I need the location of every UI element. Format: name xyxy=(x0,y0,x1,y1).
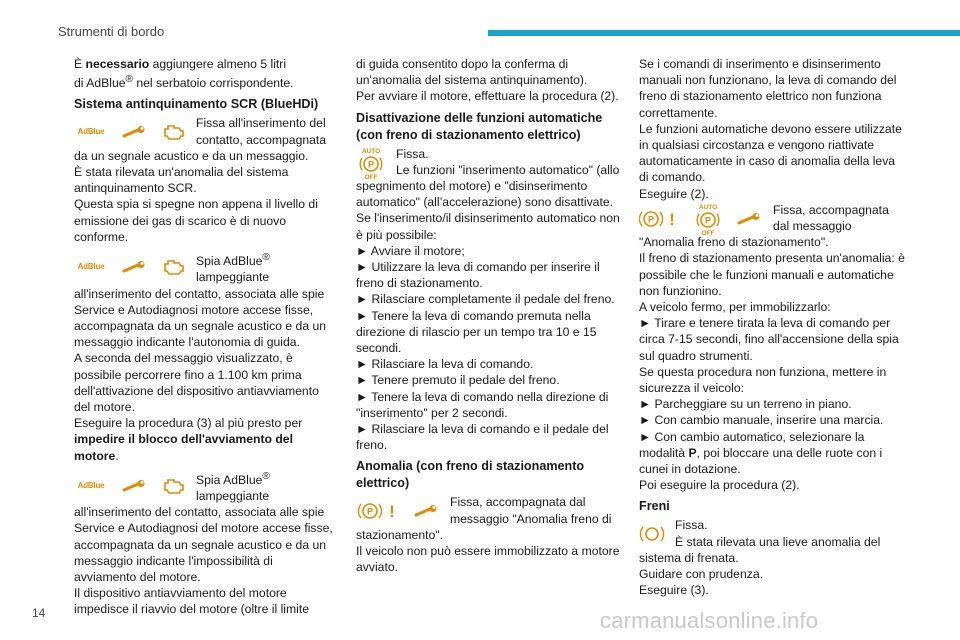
icon-group xyxy=(639,202,763,234)
brake-system-icon xyxy=(639,523,665,545)
svg-text:OFF: OFF xyxy=(701,229,715,236)
adblue-icon: AdBlue xyxy=(77,127,105,137)
svg-text:P: P xyxy=(647,214,655,225)
engine-diagnostic-icon xyxy=(162,257,186,277)
paragraph: Per avviare il motore, effettuare la procedura (2). xyxy=(356,89,619,104)
section-heading: Disattivazione delle funzioni automatiche (con freno di stazionamento elettrico) xyxy=(356,110,603,142)
adblue-icon: AdBlue xyxy=(77,261,105,271)
column-1 xyxy=(74,56,338,618)
list-item: ► Tenere premuto il pedale del freno. xyxy=(356,372,622,388)
svg-text:!: ! xyxy=(669,209,675,229)
paragraph: Le funzioni automatiche devono essere utilizzate in qualsiasi circostanza e vengono riattivate automaticamente in caso di anomalia della leva di comando. xyxy=(639,121,902,185)
parking-brake-fault-icon xyxy=(639,208,679,230)
list-item: ► Tirare e tenere tirata la leva di comando per circa 7-15 secondi, fino all'accensione della spia sul quadro strumenti. xyxy=(639,315,905,364)
svg-text:!: ! xyxy=(389,502,395,522)
svg-text:AUTO: AUTO xyxy=(698,203,718,211)
svg-text:AUTO: AUTO xyxy=(361,147,381,155)
page-number: 14 xyxy=(32,606,46,620)
icon-group xyxy=(356,146,386,178)
service-wrench-icon xyxy=(122,261,148,273)
svg-text:OFF: OFF xyxy=(364,173,378,180)
section-heading: Freni xyxy=(639,499,670,514)
auto-parking-brake-off-icon xyxy=(693,202,723,236)
icon-group xyxy=(74,250,186,282)
icon-group xyxy=(356,494,440,526)
auto-parking-brake-off-icon xyxy=(356,146,386,180)
service-wrench-icon xyxy=(122,126,148,138)
list-item: ► Parcheggiare su un terreno in piano. xyxy=(639,396,905,412)
paragraph: Eseguire (2). xyxy=(639,186,709,201)
header-accent-bar xyxy=(488,30,960,36)
paragraph: di AdBlue® nel serbatoio corrispondente. xyxy=(74,74,294,91)
list-item: ► Rilasciare la leva di comando e il pedale del freno. xyxy=(356,421,622,453)
watermark: carmanualsonline.info xyxy=(600,608,819,633)
svg-text:P: P xyxy=(367,159,375,170)
column-3: Se i comandi di inserimento e disinserimento manuali non funzionano, la leva di comando del freno di stazionamento elettrico non funziona correttamente. Le funzioni automatiche devono essere utilizzate in qualsiasi circostanza e vengono riattivate automaticamente in caso di anomalia della leva di comando. Eseguire (2). P ! AUTO P OFF Fissa, accompagnata dal messaggio "Anomalia freno di stazionamento". Il freno di stazionamento presenta un'anomalia: è possibile che le funzioni manuali e automatiche non funzionino. A veicolo fermo, per immobilizzarlo: ► Tirare e tenere tirata la leva di comando per circa 7-15 secondi, fino all'accensione della spia sul quadro strumenti. Se questa procedura non funziona, mettere in sicurezza il veicolo: ► Parcheggiare su un terreno in piano. ► Con cambio manuale, inserire una marcia. ► Con cambio automatico, selezionare la modalità P, poi bloccare una delle ruote con i cunei in dotazione. Poi eseguire la procedura (2). Freni Fissa. È stata rilevata una lieve anomalia del sistema di frenata. Guidare con prudenza. Eseguire (3). xyxy=(639,56,905,599)
section-heading: Sistema antinquinamento SCR (BlueHDi) xyxy=(74,97,319,112)
warning-block: P ! AUTO P OFF Fissa, accompagnata dal messaggio "Anomalia freno di stazionamento". xyxy=(639,202,889,250)
service-wrench-icon xyxy=(414,505,440,517)
warning-block: AdBlue Fissa all'inserimento del contatto, accompagnata da un segnale acustico e da un messaggio. È stata rilevata un'anomalia del sistema antinquinamento SCR. Questa spia si spegne non appena il livello di emissione dei gas di scarico è di nuovo conforme. xyxy=(74,116,327,244)
warning-block: P ! Fissa, accompagnata dal messaggio "Anomalia freno di stazionamento". xyxy=(356,495,612,542)
column-2: di guida consentito dopo la conferma di un'anomalia del sistema antinquinamento). Per avviare il motore, effettuare la procedura (2). Disattivazione delle funzioni automatiche (con freno di stazionamento elettrico) AUTO P OFF Fissa. Le funzioni "inserimento automatico" (allo spegnimento del motore) e "disinserimento automatico" (all’accelerazione) sono disattivate. Se l'inserimento/il disinserimento automatico non è più possibile: ► Avviare il motore; ► Utilizzare la leva di comando per inserire il freno di stazionamento. ► Rilasciare completamente il pedale del freno. ► Tenere la leva di comando premuta nella direzione di rilascio per un tempo tra 10 e 15 secondi. ► Rilasciare la leva di comando. ► Tenere premuto il pedale del freno. ► Tenere la leva di comando nella direzione di "inserimento" per 2 secondi. ► Rilasciare la leva di comando e il pedale del freno. Anomalia (con freno di stazionamento elettrico) P ! Fissa, accompagnata dal messaggio "Anomalia freno di stazionamento". Il veicolo non può essere immobilizzato a motore avviato. xyxy=(356,56,622,575)
list-item: ► Avviare il motore; xyxy=(356,243,622,259)
list-item: ► Rilasciare completamente il pedale del freno. xyxy=(356,291,622,307)
warning-block: Fissa. È stata rilevata una lieve anomalia del sistema di frenata. xyxy=(639,518,881,565)
svg-text:P: P xyxy=(704,215,712,226)
icon-group xyxy=(74,115,186,147)
icon-group xyxy=(74,469,186,501)
svg-text:P: P xyxy=(366,506,374,517)
icon-group xyxy=(639,517,665,549)
list-item: ► Tenere la leva di comando nella direzione di "inserimento" per 2 secondi. xyxy=(356,389,622,421)
list-item: ► Tenere la leva di comando premuta nella direzione di rilascio per un tempo tra 10 e 15 secondi. xyxy=(356,308,622,357)
parking-brake-fault-icon xyxy=(356,500,400,522)
engine-diagnostic-icon xyxy=(162,122,186,142)
service-wrench-icon xyxy=(737,213,763,225)
warning-block: AdBlue Spia AdBlue® lampeggiante all'inserimento del contatto, associata alle spie Service e Autodiagnosi motore accese fisse, accompagnata da un segnale acustico e da un messaggio indicante l'autonomia di guida. A seconda del messaggio visualizzato, è possibile percorrere fino a 1.100 km prima dell'attivazione del dispositivo antiavviamento del motore. Eseguire la procedura (3) al più presto per impedire il blocco dell'avviamento del motore. xyxy=(74,252,327,463)
service-wrench-icon xyxy=(122,480,148,492)
list-item: ► Con cambio automatico, selezionare la modalità P, poi bloccare una delle ruote con i cunei in dotazione. xyxy=(639,429,905,478)
paragraph: di guida consentito dopo la conferma di un'anomalia del sistema antinquinamento). xyxy=(356,57,588,88)
engine-diagnostic-icon xyxy=(162,476,186,496)
running-header: Strumenti di bordo xyxy=(58,24,165,39)
adblue-icon: AdBlue xyxy=(77,480,105,490)
warning-block: AdBlue Spia AdBlue® lampeggiante all'inserimento del contatto, associata alle spie Service e Autodiagnosi del motore accese fisse, accompagnata da un segnale acustico e da un messaggio indicante l'impossibilità di avviamento del motore. Il dispositivo antiavviamento del motore impedisce il riavvio del motore (oltre il limite xyxy=(74,470,333,617)
paragraph: È necessario aggiungere almeno 5 litri xyxy=(74,57,287,71)
list-item: ► Utilizzare la leva di comando per inserire il freno di stazionamento. xyxy=(356,259,622,291)
warning-block: AUTO P OFF Fissa. Le funzioni "inserimento automatico" (allo spegnimento del motore) e "disinserimento automatico" (all’accelerazione) sono disattivate. xyxy=(356,146,620,210)
section-heading: Anomalia (con freno di stazionamento elettrico) xyxy=(356,459,585,491)
paragraph: Se i comandi di inserimento e disinserimento manuali non funzionano, la leva di comando del freno di stazionamento elettrico non funziona correttamente. xyxy=(639,57,897,120)
list-item: ► Con cambio manuale, inserire una marcia. xyxy=(639,412,905,428)
list-item: ► Rilasciare la leva di comando. xyxy=(356,356,622,372)
